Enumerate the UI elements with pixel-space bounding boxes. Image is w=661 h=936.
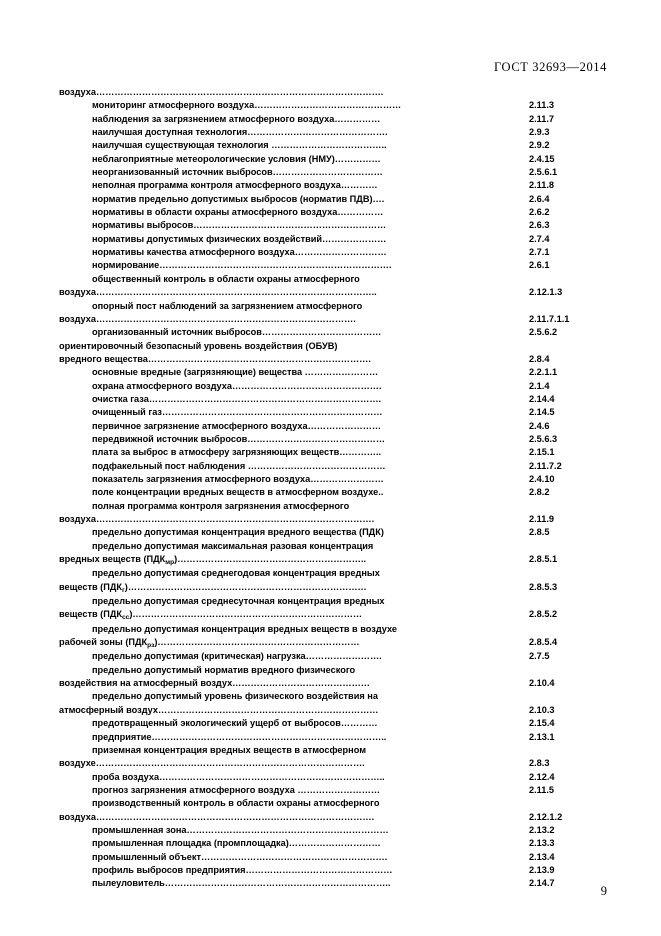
toc-entry[interactable] [59, 824, 607, 837]
toc-entry-label: ориентировочный безопасный уровень воздействия (ОБУВ) [59, 340, 338, 351]
toc-entry-label: нормирование…………………………………………………………………. [92, 260, 392, 271]
toc-entry[interactable] [59, 193, 607, 206]
toc-entry-clause: 2.11.5 [529, 784, 555, 795]
toc-entry-clause: 2.9.3 [529, 127, 550, 138]
toc-entry-label: вредного вещества………………………………………………………………. [59, 353, 371, 364]
toc-entry[interactable] [59, 99, 607, 112]
toc-entry-clause: 2.8.2 [529, 487, 550, 498]
toc-entry-label: веществ $(ПДК_г)\dots\dots\dots\dots\dots\dots\dots\dots\dots\dots\dots\dots\dots\dots\dots\dots\dots\dots\dots\dots\dots\dots\dots\dots\dots\dots$ [59, 581, 367, 594]
toc-entry-label: наилучшая существующая технология ……………………………….. [92, 140, 387, 151]
toc-entry-label: нормативы выбросов……………………………………………………… [92, 220, 387, 231]
table-of-contents [59, 86, 607, 891]
toc-entry[interactable] [59, 393, 607, 406]
toc-entry[interactable] [59, 326, 607, 339]
toc-entry-label: предельно допустимая концентрация вредного вещества (ПДК) [92, 527, 384, 538]
toc-entry-clause: 2.11.8 [529, 180, 555, 191]
toc-entry-clause: 2.13.9 [529, 864, 555, 875]
toc-entry-clause: 2.7.1 [529, 247, 550, 258]
toc-entry[interactable] [59, 340, 607, 353]
toc-entry-label: подфакельный пост наблюдения ……………………………………… [92, 460, 386, 471]
toc-entry-clause: 2.7.4 [529, 233, 550, 244]
toc-entry-label: предельно допустимая (критическая) нагрузка……………………. [92, 651, 382, 662]
toc-entry-clause: 2.8.5.4 [529, 637, 558, 648]
toc-entry-clause: 2.1.4 [529, 380, 550, 391]
toc-entry-clause: 2.8.4 [529, 353, 550, 364]
toc-entry-clause: 2.12.4 [529, 771, 555, 782]
toc-entry-label: показатель загрязнения атмосферного воздуха…………………… [92, 473, 384, 484]
toc-entry-label: поле концентрации вредных веществ в атмосферном воздухе.. [92, 487, 384, 498]
toc-entry[interactable] [59, 166, 607, 179]
toc-entry-label: полная программа контроля загрязнения атмосферного [92, 500, 350, 511]
toc-entry[interactable] [59, 420, 607, 433]
toc-entry[interactable] [59, 717, 607, 730]
toc-entry-label: воздействия на атмосферный воздух……………………………………… [59, 678, 370, 689]
toc-entry-label: предприятие………………………………………………………………….. [92, 731, 387, 742]
toc-entry-label: промышленная зона………………………………………………………… [92, 824, 389, 835]
toc-entry[interactable] [59, 608, 607, 622]
toc-entry-clause: 2.11.3 [529, 100, 555, 111]
toc-entry-label: очистка газа…………………………………………………………………. [92, 393, 382, 404]
toc-entry-label: наилучшая доступная технология………………………………………. [92, 127, 388, 138]
toc-entry[interactable] [59, 500, 607, 513]
toc-entry[interactable] [59, 353, 607, 366]
toc-entry-label: атмосферный воздух……………………………………………………………… [59, 704, 379, 715]
toc-entry[interactable] [59, 273, 607, 286]
toc-entry[interactable] [59, 595, 607, 608]
toc-entry-clause: 2.12.1.2 [529, 811, 563, 822]
toc-entry-label: плата за выброс в атмосферу загрязняющих веществ………….. [92, 447, 382, 458]
toc-entry[interactable] [59, 837, 607, 850]
toc-entry[interactable] [59, 540, 607, 553]
toc-entry[interactable] [59, 259, 607, 272]
toc-entry-label: предельно допустимый норматив вредного физического [92, 664, 356, 675]
page-number: 9 [600, 884, 607, 898]
toc-entry[interactable] [59, 300, 607, 313]
toc-entry-clause: 2.11.7.2 [529, 460, 562, 471]
toc-entry[interactable] [59, 206, 607, 219]
toc-entry-clause: 2.4.6 [529, 420, 550, 431]
toc-entry[interactable] [59, 286, 607, 299]
toc-entry[interactable] [59, 851, 607, 864]
toc-entry-clause: 2.14.5 [529, 407, 555, 418]
toc-entry-label: нормативы в области охраны атмосферного воздуха…………… [92, 207, 384, 218]
toc-entry-clause: 2.13.4 [529, 851, 555, 862]
toc-entry[interactable] [59, 246, 607, 259]
toc-entry-clause: 2.7.5 [529, 651, 550, 662]
toc-entry[interactable] [59, 553, 607, 567]
toc-entry-label: воздуха……………………………………………………………………………….. [59, 287, 377, 298]
toc-entry-clause: 2.6.1 [529, 260, 550, 271]
toc-entry[interactable] [59, 139, 607, 152]
toc-entry[interactable] [59, 113, 607, 126]
toc-entry-label: профиль выбросов предприятия………………………………………… [92, 864, 393, 875]
toc-entry[interactable] [59, 797, 607, 810]
toc-entry[interactable] [59, 313, 607, 326]
toc-entry-clause: 2.10.3 [529, 704, 555, 715]
toc-entry-label: неблагоприятные метеорологические условия (НМУ)…………… [92, 153, 381, 164]
toc-entry-label: воздуха………………………………………………………………………………. [59, 514, 375, 524]
toc-entry-clause: 2.11.9 [529, 514, 555, 524]
toc-entry-clause: 2.13.1 [529, 731, 555, 742]
toc-entry-clause: 2.6.2 [529, 207, 550, 218]
toc-entry-clause: 2.15.4 [529, 718, 555, 729]
toc-entry[interactable] [59, 486, 607, 499]
toc-entry-label: рабочей зоны $(ПДК_{рз})\dots\dots\dots\dots\dots\dots\dots\dots\dots\dots\dots\dots\dots\dots\dots\dots\dots\dots\dots\dots\dots\dots$ [59, 637, 360, 650]
toc-entry-clause: 2.8.5.1 [529, 554, 558, 565]
toc-entry-label: нормативы качества атмосферного воздуха………………………… [92, 247, 387, 258]
toc-entry-label: пылеуловитель……………………………………………………………….. [92, 878, 391, 889]
toc-entry-label: передвижной источник выбросов……………………………………… [92, 433, 386, 444]
toc-entry-label: промышленный объект……………………………………………………. [92, 851, 388, 862]
toc-entry-label: охрана атмосферного воздуха…………………………………………. [92, 380, 382, 391]
toc-entry[interactable] [59, 811, 607, 824]
toc-entry-label: неполная программа контроля атмосферного воздуха………… [92, 180, 378, 191]
toc-entry-clause: 2.2.1.1 [529, 367, 558, 378]
toc-entry-label: воздуха………………………………………………………………………………. [59, 811, 375, 822]
toc-entry-label: предельно допустимая среднегодовая концентрация вредных [92, 568, 380, 579]
toc-entry-label: общественный контроль в области охраны атмосферного [92, 273, 360, 284]
toc-entry-label: предельно допустимая максимальная разовая концентрация [92, 540, 374, 551]
toc-entry-label: основные вредные (загрязняющие) вещества …………………… [92, 367, 379, 378]
toc-entry-label: организованный источник выбросов………………………………… [92, 327, 382, 338]
toc-entry-label: воздуха…………………………………………………………………………………. [59, 87, 384, 97]
toc-entry-clause: 2.11.7.1.1 [529, 313, 570, 324]
toc-entry[interactable] [59, 623, 607, 636]
toc-entry-label: опорный пост наблюдений за загрязнением атмосферного [92, 300, 363, 311]
toc-entry-label: первичное загрязнение атмосферного воздуха…………………… [92, 420, 382, 431]
toc-entry[interactable] [59, 126, 607, 139]
toc-entry[interactable] [59, 567, 607, 580]
toc-entry-label: прогноз загрязнения атмосферного воздуха ……………………… [92, 784, 381, 795]
toc-entry-clause: 2.6.4 [529, 193, 550, 204]
toc-entry-label: вредных веществ $(ПДК_{мр})\dots\dots\dots\dots\dots\dots\dots\dots\dots\dots\dots\dots\dots\dots\dots\dots\dots\dots\dots\dots$.. [59, 554, 367, 567]
toc-entry[interactable] [59, 460, 607, 473]
toc-entry-label: мониторинг атмосферного воздуха………………………………………… [92, 100, 402, 111]
toc-entry[interactable] [59, 757, 607, 770]
toc-entry-clause: 2.4.15 [529, 153, 555, 164]
toc-entry-clause: 2.12.1.3 [529, 287, 563, 298]
toc-entry-label: очищенный газ……………………………………………………………… [92, 407, 383, 418]
toc-entry[interactable] [59, 864, 607, 877]
toc-entry[interactable] [59, 690, 607, 703]
toc-entry[interactable] [59, 86, 607, 99]
toc-entry-clause: 2.8.5.2 [529, 609, 558, 620]
toc-entry[interactable] [59, 380, 607, 393]
toc-entry[interactable] [59, 877, 607, 890]
toc-entry[interactable] [59, 179, 607, 192]
toc-entry-clause: 2.4.10 [529, 473, 555, 484]
toc-entry[interactable] [59, 744, 607, 757]
toc-entry[interactable] [59, 677, 607, 690]
toc-entry-label: предельно допустимый уровень физического воздействия на [92, 691, 378, 702]
toc-entry-label: приземная концентрация вредных веществ в атмосферном [92, 744, 366, 755]
toc-entry-label: воздуха…………………………………………………………………………. [59, 313, 356, 324]
toc-entry[interactable] [59, 704, 607, 717]
toc-entry[interactable] [59, 650, 607, 663]
toc-entry-label: норматив предельно допустимых выбросов (норматив ПДВ)…. [92, 193, 385, 204]
toc-entry[interactable] [59, 636, 607, 650]
toc-entry-label: производственный контроль в области охраны атмосферного [92, 798, 380, 809]
toc-entry[interactable] [59, 664, 607, 677]
toc-entry[interactable] [59, 153, 607, 166]
toc-entry-clause: 2.14.4 [529, 393, 555, 404]
toc-entry-clause: 2.8.3 [529, 758, 550, 769]
toc-entry-label: нормативы допустимых физических воздействий………………… [92, 233, 387, 244]
toc-entry-clause: 2.9.2 [529, 140, 550, 151]
toc-entry-label: предельно допустимая среднесуточная концентрация вредных [92, 596, 385, 607]
toc-entry[interactable] [59, 446, 607, 459]
toc-entry-clause: 2.6.3 [529, 220, 550, 231]
toc-entry-clause: 2.8.5 [529, 527, 550, 538]
toc-entry-clause: 2.5.6.2 [529, 327, 558, 338]
toc-entry-clause: 2.10.4 [529, 678, 555, 689]
toc-entry-clause: 2.15.1 [529, 447, 555, 458]
toc-entry-label: неорганизованный источник выбросов……………………………… [92, 167, 383, 178]
toc-entry-label: промышленная площадка (промплощадка)………………………… [92, 838, 381, 849]
toc-entry[interactable] [59, 219, 607, 232]
toc-entry-label: воздухе……………………………………………………………………………. [59, 758, 365, 769]
toc-entry-label: предотвращенный экологический ущерб от выбросов………… [92, 718, 378, 729]
toc-entry-label: веществ $(ПДК_{сс})\dots\dots\dots\dots\dots\dots\dots\dots\dots\dots\dots\dots\dots\dots\dots\dots\dots\dots\dots\dots\dots\dots\dots\dots\dots$ [59, 609, 363, 622]
toc-entry[interactable] [59, 233, 607, 246]
toc-entry-label: проба воздуха……………………………………………………………….. [92, 771, 385, 782]
toc-entry-clause: 2.5.6.1 [529, 167, 558, 178]
toc-entry[interactable] [59, 784, 607, 797]
toc-entry[interactable] [59, 526, 607, 539]
toc-entry[interactable] [59, 513, 607, 526]
toc-entry[interactable] [59, 433, 607, 446]
toc-entry-clause: 2.8.5.3 [529, 581, 558, 592]
toc-entry[interactable] [59, 581, 607, 595]
toc-entry-clause: 2.14.7 [529, 878, 555, 889]
toc-entry[interactable] [59, 406, 607, 419]
toc-entry[interactable] [59, 366, 607, 379]
toc-entry[interactable] [59, 731, 607, 744]
toc-entry[interactable] [59, 473, 607, 486]
toc-entry-clause: 2.5.6.3 [529, 433, 558, 444]
toc-entry[interactable] [59, 771, 607, 784]
toc-entry-clause: 2.13.2 [529, 824, 555, 835]
toc-entry-clause: 2.11.7 [529, 113, 555, 124]
toc-entry-label: предельно допустимая концентрация вредных веществ в воздухе [92, 623, 398, 634]
page-header: ГОСТ 32693—2014 [494, 60, 607, 74]
toc-entry-label: наблюдения за загрязнением атмосферного воздуха…………… [92, 113, 381, 124]
toc-entry-clause: 2.13.3 [529, 838, 555, 849]
